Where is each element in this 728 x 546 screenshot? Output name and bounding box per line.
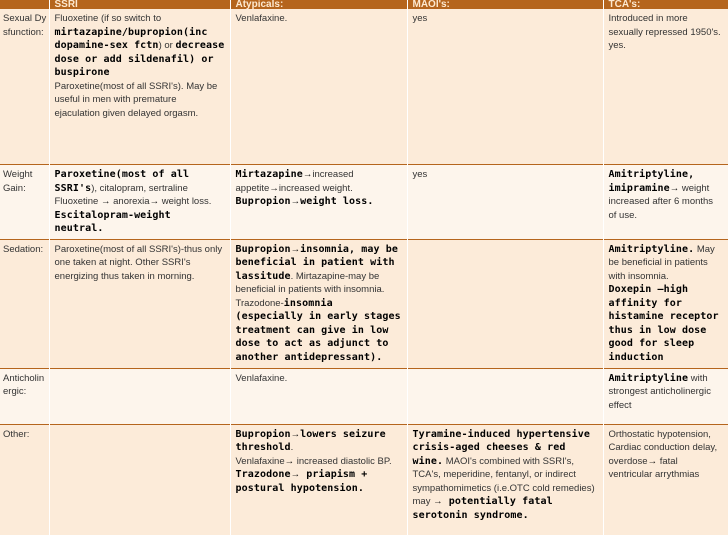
atypicals-cell — [230, 240, 407, 368]
drug-emphasis: Amitriptyline. — [608, 243, 695, 255]
cell-text: Orthostatic hypotension, Cardiac conduction delay, overdose — [608, 428, 718, 467]
cell-text: Paroxetine(most of all SSRI's). May be useful in men with premature ejaculation given delayed orgasm. — [54, 80, 218, 119]
table-row-weight-gain — [0, 165, 728, 239]
ssri-cell — [49, 369, 230, 424]
tcas-cell — [603, 369, 728, 424]
table-row-anticholinergic — [0, 369, 728, 424]
drug-emphasis: Trazodone — [235, 469, 291, 480]
header-cell-ssri: SSRI — [49, 0, 230, 9]
drug-emphasis: insomnia (especially in early stages treatment can give in low dose to act as adjunct to another antidepressant). — [235, 297, 401, 363]
drug-emphasis: Amitriptyline, imipramine — [608, 169, 695, 194]
atypicals-cell — [230, 425, 407, 535]
cell-text: ) or — [158, 40, 173, 51]
ssri-cell — [49, 9, 230, 164]
cell-text: weight loss. — [159, 196, 212, 207]
cell-text: with strongest anticholinergic effect — [608, 372, 711, 411]
cell-text: ), citalopram, sertraline — [91, 182, 188, 194]
drug-emphasis: weight loss. — [300, 196, 374, 207]
maois-cell: yes — [407, 165, 603, 239]
row-label: Anticholinergic: — [0, 369, 49, 424]
cell-line — [236, 468, 402, 495]
tcas-cell: Introduced in more sexually repressed 1950's. yes. — [603, 9, 728, 164]
header-cell-atypicals: Atypicals: — [230, 0, 407, 9]
arrow-icon: → — [100, 196, 111, 207]
tcas-cell — [603, 425, 728, 535]
cell-line — [236, 195, 402, 209]
cell-text: anorexia — [110, 196, 150, 207]
cell-text: increased appetite — [235, 169, 354, 194]
drug-emphasis: Tyramine-induced hypertensive crisis-aged cheeses & red wine. — [412, 428, 590, 467]
ssri-cell: Paroxetine(most of all SSRI's)-thus only one taken at night. Other SSRI's energizing thus taken in morning. — [49, 240, 230, 368]
ssri-cell — [49, 165, 230, 239]
cell-text: . Mirtazapine-may be beneficial in patients with insomnia. Trazodone- — [235, 270, 385, 309]
table-row-sexual-dysfunction — [0, 9, 728, 164]
cell-text: Venlafaxine — [235, 455, 285, 467]
drug-emphasis: lowers seizure threshold — [235, 428, 386, 453]
drug-emphasis: Amitriptyline — [608, 372, 689, 384]
arrow-icon: → — [284, 455, 295, 467]
arrow-icon: → — [290, 428, 301, 440]
cell-text: increased weight. — [278, 182, 353, 194]
cell-text: fatal ventricular arrythmias — [608, 455, 700, 480]
cell-text: May be beneficial in patients with insomnia. — [608, 243, 715, 282]
drug-emphasis: priapism + postural hypotension. — [235, 469, 368, 494]
cell-text: . — [290, 442, 294, 453]
drug-emphasis: Paroxetine(most of all SSRI's — [54, 169, 190, 194]
drug-emphasis: potentially fatal serotonin syndrome. — [412, 496, 553, 521]
tcas-cell — [603, 240, 728, 368]
maois-cell — [407, 369, 603, 424]
drug-emphasis: Bupropion — [235, 428, 291, 440]
table-row-sedation — [0, 240, 728, 368]
cell-text: Fluoxetine (if so switch to — [54, 13, 162, 24]
arrow-icon: → — [290, 469, 301, 480]
drug-emphasis: decrease dose or add sildenafil) or buspirone — [54, 40, 225, 78]
atypicals-cell — [230, 165, 407, 239]
cell-text: MAOI's combined with SSRI's, TCA's, meperidine, fentanyl, or indirect sympathomimetics (i.e.OTC cold remedies) may — [412, 455, 595, 507]
drug-emphasis: Mirtazapine — [235, 169, 303, 180]
ssri-cell — [49, 425, 230, 535]
cell-text: weight increased after 6 months of use. — [608, 182, 714, 221]
drug-emphasis: Bupropion — [235, 196, 291, 207]
arrow-icon: → — [433, 496, 443, 507]
cell-line — [55, 195, 225, 209]
arrow-icon: → — [290, 196, 301, 207]
header-cell-tcas: TCA's: — [603, 0, 728, 9]
cell-line — [236, 455, 402, 469]
table-header-row — [0, 0, 728, 9]
row-label: Sexual Dysfunction: — [0, 9, 49, 164]
drug-emphasis: mirtazapine/bupropion(inc dopamine-sex fctn — [54, 26, 208, 51]
maois-cell — [407, 425, 603, 535]
cell-text: Fluoxetine — [54, 196, 101, 207]
drug-emphasis: Bupropion — [235, 243, 291, 255]
arrow-icon: → — [647, 455, 658, 467]
maois-cell: yes — [407, 9, 603, 164]
drug-emphasis: insomnia, may be beneficial in patient with lassitude — [235, 243, 399, 282]
maois-cell — [407, 240, 603, 368]
drug-emphasis: Doxepin –high affinity for histamine receptor thus in low dose good for sleep induction — [608, 284, 719, 363]
arrow-icon: → — [669, 182, 680, 194]
row-label: Other: — [0, 425, 49, 535]
drug-emphasis: Escitalopram-weight neutral. — [54, 209, 171, 234]
arrow-icon: → — [302, 169, 313, 180]
arrow-icon: → — [290, 243, 301, 255]
cell-text: increased diastolic BP. — [294, 455, 392, 467]
table-row-other — [0, 425, 728, 535]
tcas-cell — [603, 165, 728, 239]
row-label: Weight Gain: — [0, 165, 49, 239]
header-cell-blank — [0, 0, 49, 9]
header-cell-maois: MAOI's: — [407, 0, 603, 9]
row-label: Sedation: — [0, 240, 49, 368]
arrow-icon: → — [149, 196, 160, 207]
atypicals-cell: Venlafaxine. — [230, 369, 407, 424]
arrow-icon: → — [269, 182, 279, 194]
atypicals-cell: Venlafaxine. — [230, 9, 407, 164]
